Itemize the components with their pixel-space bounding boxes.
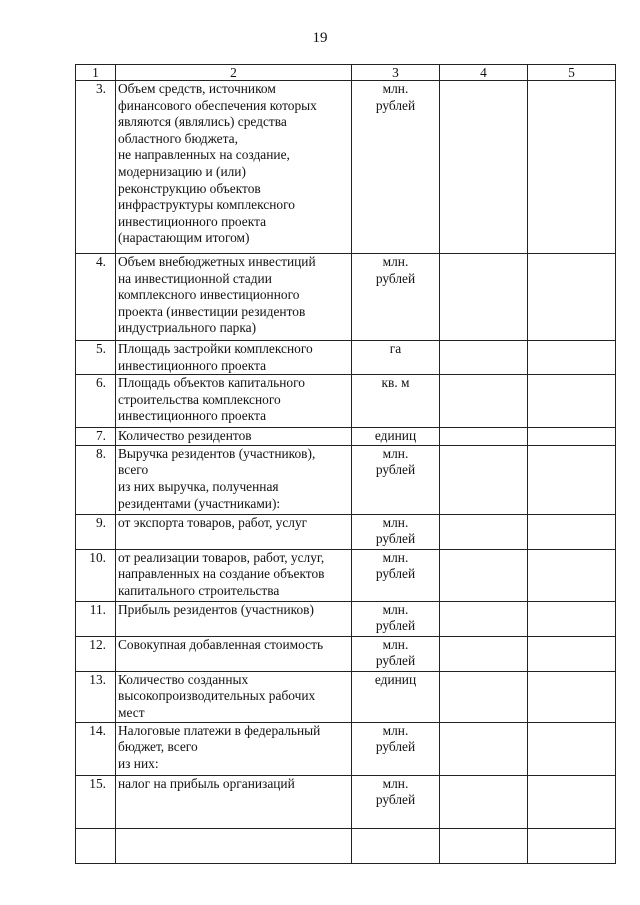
row-unit: млн. рублей: [352, 81, 440, 254]
row-value-col4: [440, 549, 528, 601]
row-description: Выручка резидентов (участников), всего из них выручка, полученная резидентами (участниками):: [116, 445, 352, 514]
row-unit: млн. рублей: [352, 514, 440, 549]
row-unit: га: [352, 341, 440, 375]
page-number: 19: [312, 30, 328, 46]
table-row: [76, 81, 616, 254]
row-value-col5: [528, 549, 616, 601]
row-value-col5: [528, 828, 616, 863]
row-description: Объем средств, источником финансового обеспечения которых являются (являлись) средства областного бюджета, не направленных на создание, модернизацию и (или) реконструкцию объектов инфраструктуры комплексного инвестиционного проекта (нарастающим итогом): [116, 81, 352, 254]
row-number: 7.: [76, 428, 116, 446]
row-number: [76, 828, 116, 863]
row-description: Площадь застройки комплексного инвестиционного проекта: [116, 341, 352, 375]
row-unit: млн. рублей: [352, 636, 440, 671]
row-description: от реализации товаров, работ, услуг, направленных на создание объектов капитального строительства: [116, 549, 352, 601]
row-number: 12.: [76, 636, 116, 671]
row-value-col4: [440, 81, 528, 254]
row-value-col5: [528, 722, 616, 775]
row-value-col5: [528, 375, 616, 428]
header-cell-5: 5: [528, 65, 616, 81]
row-value-col5: [528, 775, 616, 828]
header-cell-4: 4: [440, 65, 528, 81]
row-unit: кв. м: [352, 375, 440, 428]
row-value-col5: [528, 514, 616, 549]
row-description: [116, 828, 352, 863]
row-value-col5: [528, 81, 616, 254]
indicators-table: [75, 64, 616, 864]
table-row: [76, 428, 616, 446]
row-number: 6.: [76, 375, 116, 428]
row-description: Площадь объектов капитального строительства комплексного инвестиционного проекта: [116, 375, 352, 428]
row-value-col5: [528, 601, 616, 636]
row-value-col4: [440, 601, 528, 636]
row-number: 14.: [76, 722, 116, 775]
row-value-col4: [440, 636, 528, 671]
row-unit: единиц: [352, 428, 440, 446]
header-cell-2: 2: [116, 65, 352, 81]
row-number: 9.: [76, 514, 116, 549]
row-description: Количество резидентов: [116, 428, 352, 446]
row-number: 4.: [76, 254, 116, 341]
row-value-col4: [440, 341, 528, 375]
row-unit: млн. рублей: [352, 445, 440, 514]
row-unit: млн. рублей: [352, 549, 440, 601]
row-unit: млн. рублей: [352, 254, 440, 341]
row-description: налог на прибыль организаций: [116, 775, 352, 828]
row-value-col5: [528, 671, 616, 722]
row-unit: млн. рублей: [352, 722, 440, 775]
row-value-col5: [528, 254, 616, 341]
table-row: [76, 254, 616, 341]
row-value-col4: [440, 375, 528, 428]
table-header-row: [76, 65, 616, 81]
row-description: Прибыль резидентов (участников): [116, 601, 352, 636]
table-row: [76, 671, 616, 722]
row-description: Налоговые платежи в федеральный бюджет, всего из них:: [116, 722, 352, 775]
row-value-col5: [528, 341, 616, 375]
row-value-col4: [440, 254, 528, 341]
table-row: [76, 828, 616, 863]
row-value-col4: [440, 775, 528, 828]
table-row: [76, 636, 616, 671]
row-value-col4: [440, 514, 528, 549]
table-row: [76, 775, 616, 828]
row-number: 3.: [76, 81, 116, 254]
row-value-col5: [528, 636, 616, 671]
row-value-col5: [528, 445, 616, 514]
row-number: 10.: [76, 549, 116, 601]
row-value-col4: [440, 671, 528, 722]
row-description: Количество созданных высокопроизводительных рабочих мест: [116, 671, 352, 722]
header-cell-3: 3: [352, 65, 440, 81]
row-unit: млн. рублей: [352, 775, 440, 828]
header-cell-1: 1: [76, 65, 116, 81]
row-unit: единиц: [352, 671, 440, 722]
row-description: Совокупная добавленная стоимость: [116, 636, 352, 671]
row-number: 15.: [76, 775, 116, 828]
row-value-col4: [440, 428, 528, 446]
table-row: [76, 549, 616, 601]
row-number: 13.: [76, 671, 116, 722]
row-unit: [352, 828, 440, 863]
row-value-col5: [528, 428, 616, 446]
row-number: 8.: [76, 445, 116, 514]
row-value-col4: [440, 445, 528, 514]
row-description: от экспорта товаров, работ, услуг: [116, 514, 352, 549]
row-unit: млн. рублей: [352, 601, 440, 636]
table-row: [76, 375, 616, 428]
row-number: 5.: [76, 341, 116, 375]
table-row: [76, 341, 616, 375]
table-row: [76, 601, 616, 636]
table-row: [76, 722, 616, 775]
row-description: Объем внебюджетных инвестиций на инвестиционной стадии комплексного инвестиционного проекта (инвестиции резидентов индустриального парка): [116, 254, 352, 341]
row-value-col4: [440, 722, 528, 775]
row-value-col4: [440, 828, 528, 863]
row-number: 11.: [76, 601, 116, 636]
table-row: [76, 445, 616, 514]
table-row: [76, 514, 616, 549]
